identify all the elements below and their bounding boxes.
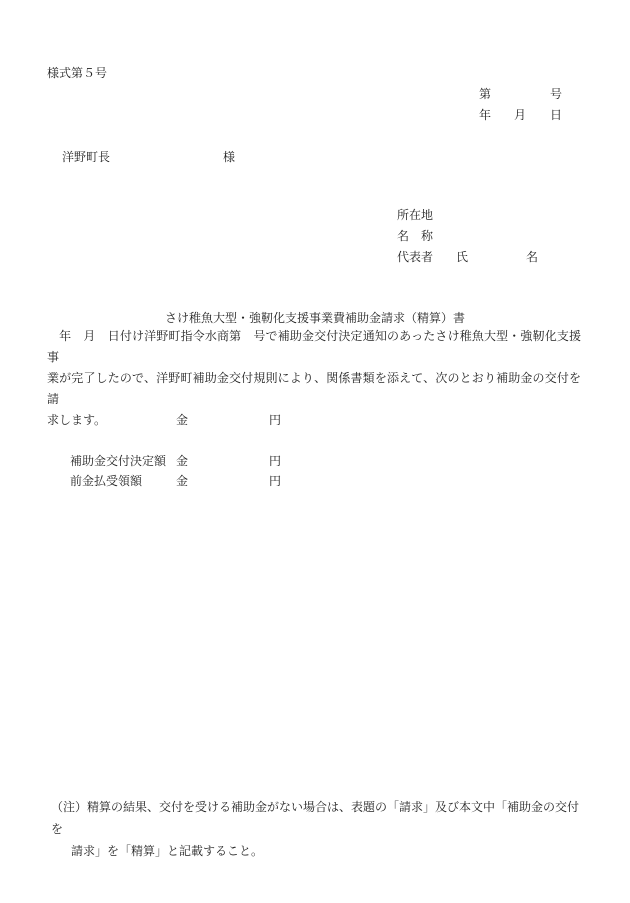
body-line-3: 求します。 (47, 413, 107, 427)
address-label: 所在地 (397, 208, 434, 222)
body-line-2: 業が完了したので、洋野町補助金交付規則により、関係書類を添えて、次のとおり補助金の交付を請 (47, 371, 581, 406)
footnote-line-1: （注）精算の結果、交付を受ける補助金がない場合は、表題の「請求」及び本文中「補助金の交付を (51, 800, 580, 836)
addressee-name: 洋野町長 (62, 150, 111, 164)
footnote (51, 796, 581, 862)
claim-amount-kin: 金 (176, 413, 189, 427)
date-month: 月 (514, 108, 527, 122)
decision-amount-label: 補助金交付決定額 (70, 454, 167, 468)
body-line-1: 年 月 日付け洋野町指令水商第 号で補助金交付決定通知のあったさけ稚魚大型・強靭化支援事 (47, 329, 581, 364)
footnote-line-2: 請求」を「精算」と記載すること。 (71, 844, 264, 858)
date-year: 年 (479, 108, 492, 122)
document-number-prefix: 第 (479, 87, 492, 101)
decision-amount-yen: 円 (269, 454, 282, 468)
form-number: 様式第５号 (47, 66, 108, 80)
applicant-name-label: 名 称 (397, 229, 434, 243)
claim-amount-yen: 円 (269, 413, 282, 427)
representative-label: 代表者 (397, 250, 434, 264)
document-number-suffix: 号 (550, 87, 563, 101)
advance-amount-yen: 円 (269, 474, 282, 488)
body-paragraph (47, 326, 581, 431)
document-title: さけ稚魚大型・強靭化支援事業費補助金請求（精算）書 (165, 311, 466, 325)
representative-given-name-label: 名 (526, 250, 539, 264)
addressee-honorific: 様 (223, 150, 236, 164)
representative-surname-label: 氏 (456, 250, 469, 264)
advance-amount-label: 前金払受領額 (70, 474, 143, 488)
date-day: 日 (550, 108, 563, 122)
decision-amount-kin: 金 (176, 454, 189, 468)
advance-amount-kin: 金 (176, 474, 189, 488)
